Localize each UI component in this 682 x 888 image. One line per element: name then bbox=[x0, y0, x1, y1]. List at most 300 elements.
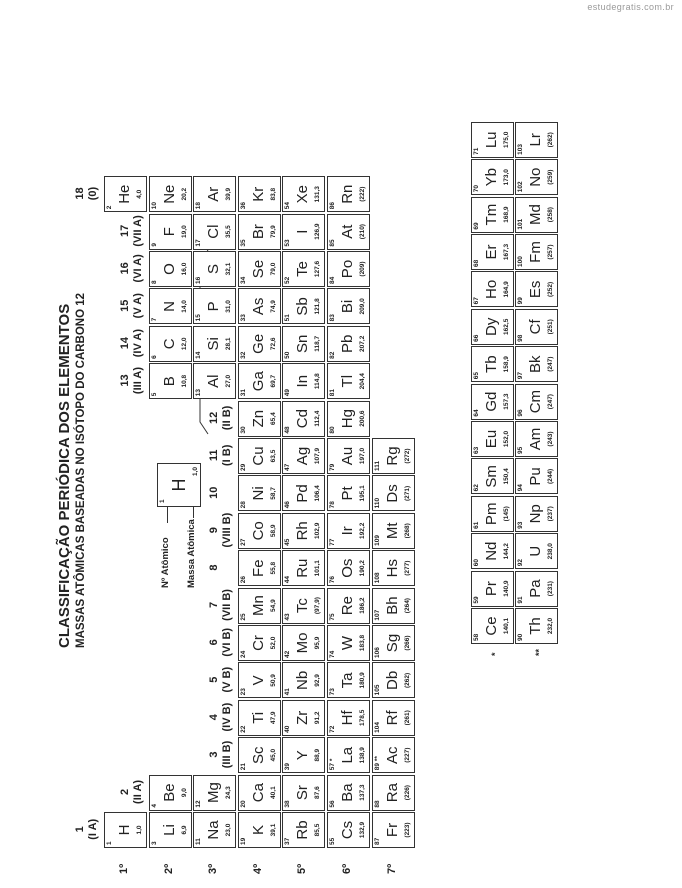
element-symbol: Md bbox=[527, 204, 544, 226]
atomic-mass: (262) bbox=[547, 132, 554, 148]
element-cell-Cf bbox=[515, 309, 558, 345]
element-cell-Ar bbox=[193, 176, 236, 212]
element-symbol: Os bbox=[339, 558, 356, 578]
lanthanide-marker: * bbox=[490, 652, 500, 656]
atomic-mass: 209,0 bbox=[359, 298, 366, 315]
atomic-mass: 87,6 bbox=[314, 786, 322, 799]
atomic-number: 93 bbox=[517, 521, 524, 529]
atomic-number: 21 bbox=[239, 762, 247, 771]
atomic-number: 100 bbox=[517, 256, 524, 267]
element-cell-In bbox=[282, 363, 325, 399]
atomic-number: 46 bbox=[284, 501, 292, 509]
group-label-1 bbox=[74, 805, 100, 854]
atomic-number: 5 bbox=[150, 392, 158, 397]
element-symbol: Pu bbox=[527, 467, 544, 486]
group-roman: (VI B) bbox=[220, 627, 233, 657]
atomic-number: 49 bbox=[284, 388, 292, 397]
element-symbol: Hs bbox=[383, 559, 401, 578]
atomic-number: 16 bbox=[195, 276, 203, 284]
atomic-number: 67 bbox=[473, 297, 480, 305]
atomic-number: 9 bbox=[150, 242, 158, 247]
atomic-mass: 152,0 bbox=[503, 430, 510, 448]
atomic-number: 56 bbox=[329, 800, 336, 808]
atomic-number: 40 bbox=[284, 725, 292, 733]
element-symbol: Re bbox=[339, 596, 356, 616]
element-cell-Es bbox=[515, 271, 558, 307]
atomic-mass: (277) bbox=[403, 560, 411, 576]
atomic-mass: 28,1 bbox=[225, 337, 233, 351]
group-number: 9 bbox=[207, 527, 220, 534]
legend-arrow-atomic-number bbox=[167, 507, 168, 523]
period-label-7: 7º bbox=[385, 863, 398, 874]
element-cell-Tm bbox=[471, 197, 514, 233]
atomic-number: 82 bbox=[329, 351, 336, 359]
element-symbol: Nb bbox=[294, 670, 312, 690]
element-symbol: Ba bbox=[339, 783, 356, 802]
element-symbol: At bbox=[339, 224, 356, 239]
element-symbol: Po bbox=[339, 259, 356, 279]
element-cell-N bbox=[149, 288, 192, 324]
element-cell-Lr bbox=[515, 122, 558, 158]
element-symbol: No bbox=[527, 167, 544, 187]
element-cell-Am bbox=[515, 421, 558, 457]
element-symbol: Es bbox=[527, 280, 544, 299]
atomic-number: 15 bbox=[195, 314, 203, 322]
element-cell-Sr bbox=[282, 775, 325, 811]
element-symbol: Sc bbox=[249, 746, 267, 764]
atomic-number: 55 bbox=[329, 837, 336, 845]
group-label-12 bbox=[208, 393, 234, 442]
atomic-number: 50 bbox=[284, 351, 292, 359]
atomic-number: 47 bbox=[284, 463, 292, 471]
atomic-number: 98 bbox=[517, 334, 524, 342]
atomic-number: 54 bbox=[284, 201, 292, 210]
atomic-number: 75 bbox=[329, 613, 336, 621]
actinide-marker: ** bbox=[534, 648, 544, 656]
element-symbol: K bbox=[249, 825, 267, 836]
atomic-mass: 192,2 bbox=[359, 522, 366, 539]
element-symbol: Sr bbox=[294, 785, 312, 801]
atomic-number: 7 bbox=[150, 317, 158, 322]
element-cell-Rh bbox=[282, 513, 325, 549]
atomic-number: 53 bbox=[284, 239, 292, 247]
watermark: estudegratis.com.br bbox=[587, 2, 674, 12]
element-symbol: W bbox=[339, 635, 356, 651]
atomic-mass: 85,5 bbox=[314, 823, 322, 837]
element-cell-He bbox=[104, 176, 147, 212]
group-roman: (VII A) bbox=[131, 215, 144, 247]
atomic-number: 73 bbox=[329, 688, 336, 696]
element-cell-Pb bbox=[327, 326, 370, 362]
atomic-mass: 186,2 bbox=[359, 597, 366, 614]
element-symbol: Ca bbox=[249, 783, 267, 803]
element-cell-Pr bbox=[471, 571, 514, 607]
element-symbol: Lu bbox=[483, 131, 500, 149]
atomic-mass: 132,9 bbox=[359, 821, 366, 839]
legend-arrow-atomic-mass bbox=[193, 507, 194, 518]
element-symbol: Fm bbox=[527, 241, 544, 263]
atomic-mass: 107,9 bbox=[314, 447, 322, 465]
atomic-number: 92 bbox=[517, 558, 524, 567]
atomic-mass: (222) bbox=[359, 186, 366, 202]
atomic-number: 81 bbox=[329, 388, 336, 397]
atomic-number: 80 bbox=[329, 426, 336, 434]
group-number: 1 bbox=[74, 826, 86, 833]
element-cell-Cs bbox=[327, 812, 370, 848]
element-symbol: Cd bbox=[294, 409, 312, 429]
element-cell-Al bbox=[193, 363, 236, 399]
element-cell-Ir bbox=[327, 513, 370, 549]
element-symbol: As bbox=[249, 297, 267, 316]
atomic-mass: 55,8 bbox=[269, 561, 277, 575]
atomic-mass: (258) bbox=[547, 207, 554, 223]
element-symbol: Si bbox=[205, 337, 223, 351]
element-cell-Fe bbox=[238, 550, 281, 586]
element-cell-Pm bbox=[471, 496, 514, 532]
atomic-mass: (264) bbox=[403, 598, 411, 614]
element-cell-K bbox=[238, 812, 281, 848]
atomic-mass: 45,0 bbox=[269, 748, 277, 762]
atomic-number: 60 bbox=[473, 558, 480, 567]
legend-sample-cell bbox=[157, 463, 201, 507]
atomic-mass: 23,0 bbox=[225, 823, 233, 837]
atomic-mass: 92,9 bbox=[314, 674, 322, 687]
element-cell-C bbox=[149, 326, 192, 362]
element-symbol: Li bbox=[160, 824, 178, 836]
element-symbol: He bbox=[116, 184, 133, 204]
atomic-number: 104 bbox=[373, 721, 381, 733]
element-cell-Sc bbox=[238, 737, 281, 773]
atomic-number: 17 bbox=[195, 239, 203, 247]
atomic-mass: 52,0 bbox=[269, 636, 277, 650]
element-symbol: U bbox=[527, 545, 544, 557]
element-cell-Bh bbox=[372, 588, 415, 624]
element-cell-Ga bbox=[238, 363, 281, 399]
element-symbol: V bbox=[249, 675, 267, 686]
element-symbol: Sn bbox=[294, 334, 312, 353]
element-symbol: Am bbox=[527, 427, 544, 451]
element-cell-Ne bbox=[149, 176, 192, 212]
element-symbol: Ni bbox=[249, 486, 267, 501]
atomic-mass: 63,5 bbox=[269, 449, 277, 463]
atomic-number: 41 bbox=[284, 688, 292, 696]
element-symbol: Cr bbox=[249, 635, 267, 651]
element-cell-Ta bbox=[327, 662, 370, 698]
atomic-mass: 24,3 bbox=[225, 786, 233, 799]
element-symbol: B bbox=[160, 376, 178, 387]
atomic-number: 96 bbox=[517, 409, 524, 417]
element-cell-Rb bbox=[282, 812, 325, 848]
atomic-number: 31 bbox=[239, 388, 247, 397]
element-cell-V bbox=[238, 662, 281, 698]
atomic-number: 88 bbox=[373, 800, 381, 808]
atomic-mass: 131,3 bbox=[314, 186, 322, 203]
atomic-mass: 144,2 bbox=[503, 543, 510, 560]
element-symbol: Tb bbox=[483, 355, 500, 373]
atomic-mass: 39,9 bbox=[225, 187, 233, 201]
atomic-mass: 102,9 bbox=[314, 522, 322, 539]
atomic-number: 97 bbox=[517, 371, 524, 380]
atomic-number: 1 bbox=[106, 841, 113, 845]
atomic-mass: (259) bbox=[547, 169, 554, 185]
element-cell-H bbox=[104, 812, 147, 848]
element-symbol: Kr bbox=[249, 186, 267, 202]
group-number: 16 bbox=[118, 262, 131, 275]
group-label-2 bbox=[119, 767, 145, 816]
element-cell-Pa bbox=[515, 571, 558, 607]
element-cell-Cl bbox=[193, 214, 236, 250]
atomic-mass: 9,0 bbox=[180, 788, 188, 798]
atomic-number: 6 bbox=[150, 355, 158, 359]
atomic-number: 4 bbox=[150, 803, 158, 808]
atomic-mass: 27,0 bbox=[225, 374, 233, 388]
atomic-mass: 14,0 bbox=[180, 300, 188, 313]
atomic-number: 63 bbox=[473, 446, 480, 454]
element-symbol: Nd bbox=[483, 541, 500, 561]
atomic-number: 83 bbox=[329, 314, 336, 322]
group-roman: (I B) bbox=[220, 444, 233, 466]
atomic-mass: (145) bbox=[503, 506, 510, 522]
atomic-mass: 50,9 bbox=[269, 674, 277, 687]
element-cell-Gd bbox=[471, 384, 514, 420]
atomic-mass: 204,4 bbox=[359, 373, 366, 390]
element-symbol: Rg bbox=[383, 446, 401, 466]
element-symbol: Np bbox=[527, 504, 544, 524]
element-symbol: Pb bbox=[339, 334, 356, 353]
atomic-number: 107 bbox=[373, 609, 381, 621]
group-roman: (0) bbox=[87, 186, 99, 201]
group-number: 18 bbox=[74, 187, 86, 200]
atomic-mass: 58,7 bbox=[269, 487, 277, 500]
atomic-number: 62 bbox=[473, 484, 480, 492]
element-symbol: Rf bbox=[383, 710, 401, 726]
element-cell-Na bbox=[193, 812, 236, 848]
element-symbol: La bbox=[339, 746, 356, 764]
atomic-number: 95 bbox=[517, 446, 524, 454]
atomic-number: 32 bbox=[239, 351, 247, 359]
legend-atomic-number: 1 bbox=[159, 499, 166, 503]
atomic-mass: 10,8 bbox=[180, 374, 188, 388]
atomic-number: 42 bbox=[284, 650, 292, 658]
element-symbol: Bi bbox=[339, 299, 356, 314]
group-roman: (V B) bbox=[220, 666, 233, 693]
element-cell-Si bbox=[193, 326, 236, 362]
atomic-number: 45 bbox=[284, 538, 292, 546]
element-symbol: Tm bbox=[483, 203, 500, 226]
atomic-number: 70 bbox=[473, 184, 480, 193]
element-symbol: Pr bbox=[483, 581, 500, 597]
element-cell-Rn bbox=[327, 176, 370, 212]
element-symbol: Ds bbox=[383, 484, 401, 503]
element-cell-Te bbox=[282, 251, 325, 287]
element-cell-Lu bbox=[471, 122, 514, 158]
atomic-mass: 138,9 bbox=[359, 747, 366, 764]
atomic-mass: 168,9 bbox=[503, 206, 510, 223]
element-symbol: Ho bbox=[483, 279, 500, 299]
atomic-mass: (257) bbox=[547, 244, 554, 260]
atomic-number: 103 bbox=[517, 143, 524, 155]
element-cell-Pu bbox=[515, 458, 558, 494]
element-cell-Tl bbox=[327, 363, 370, 399]
element-cell-Dy bbox=[471, 309, 514, 345]
atomic-mass: (272) bbox=[403, 448, 411, 464]
atomic-mass: (231) bbox=[547, 581, 554, 597]
atomic-mass: 150,4 bbox=[503, 468, 510, 485]
atomic-number: 78 bbox=[329, 501, 336, 509]
atomic-mass: (226) bbox=[403, 785, 411, 801]
element-symbol: Rn bbox=[339, 184, 356, 204]
atomic-mass: (227) bbox=[403, 747, 411, 763]
atomic-number: 10 bbox=[150, 201, 158, 210]
element-cell-Yb bbox=[471, 159, 514, 195]
element-cell-Mn bbox=[238, 588, 281, 624]
atomic-mass: 197,0 bbox=[359, 447, 366, 465]
atomic-mass: 137,3 bbox=[359, 784, 366, 801]
atomic-number: 25 bbox=[239, 613, 247, 621]
atomic-number: 106 bbox=[373, 647, 381, 658]
group-roman: (IV A) bbox=[131, 328, 144, 358]
atomic-number: 101 bbox=[517, 218, 524, 230]
atomic-number: 19 bbox=[239, 837, 247, 845]
element-symbol: Ga bbox=[249, 371, 267, 392]
atomic-mass: (271) bbox=[403, 485, 411, 501]
element-symbol: Mo bbox=[294, 632, 312, 654]
atomic-mass: (251) bbox=[547, 319, 554, 335]
atomic-number: 76 bbox=[329, 575, 336, 584]
atomic-mass: 175,0 bbox=[503, 131, 510, 148]
element-symbol: Lr bbox=[527, 133, 544, 147]
atomic-number: 68 bbox=[473, 259, 480, 267]
element-symbol: Rh bbox=[294, 521, 312, 541]
element-cell-Pt bbox=[327, 475, 370, 511]
element-symbol: Cf bbox=[527, 319, 544, 335]
atomic-mass: 158,9 bbox=[503, 356, 510, 373]
atomic-mass: 140,9 bbox=[503, 580, 510, 597]
atomic-mass: 101,1 bbox=[314, 560, 322, 577]
element-cell-Np bbox=[515, 496, 558, 532]
element-symbol: Zn bbox=[249, 409, 267, 428]
element-cell-At bbox=[327, 214, 370, 250]
element-symbol: F bbox=[160, 227, 178, 237]
element-cell-Tc bbox=[282, 588, 325, 624]
atomic-number: 65 bbox=[473, 371, 480, 380]
atomic-number: 26 bbox=[239, 575, 247, 584]
atomic-mass: 32,1 bbox=[225, 262, 233, 276]
atomic-mass: 200,6 bbox=[359, 410, 366, 427]
atomic-number: 37 bbox=[284, 837, 292, 845]
element-cell-Nd bbox=[471, 533, 514, 569]
atomic-number: 91 bbox=[517, 596, 524, 604]
atomic-mass: (97,9) bbox=[314, 597, 322, 615]
atomic-mass: 58,9 bbox=[269, 524, 277, 538]
element-cell-Co bbox=[238, 513, 281, 549]
period-label-2: 2º bbox=[162, 863, 175, 874]
element-cell-Ag bbox=[282, 438, 325, 474]
atomic-mass: 20,2 bbox=[180, 187, 188, 201]
element-symbol: Sm bbox=[483, 465, 500, 488]
atomic-mass: 157,3 bbox=[503, 393, 510, 410]
group-number: 2 bbox=[118, 788, 131, 795]
atomic-number: 24 bbox=[239, 650, 247, 658]
atomic-number: 108 bbox=[373, 572, 381, 584]
atomic-mass: 12,0 bbox=[180, 337, 188, 351]
element-symbol: C bbox=[160, 338, 178, 350]
group-roman: (VIII B) bbox=[220, 512, 233, 548]
element-symbol: Ra bbox=[383, 783, 401, 803]
element-cell-Os bbox=[327, 550, 370, 586]
element-symbol: Pa bbox=[527, 579, 544, 598]
element-cell-Ce bbox=[471, 608, 514, 644]
atomic-mass: 118,7 bbox=[314, 335, 322, 352]
element-cell-Rg bbox=[372, 438, 415, 474]
group-roman: (II B) bbox=[220, 405, 233, 431]
element-symbol: Be bbox=[160, 783, 178, 802]
element-cell-B bbox=[149, 363, 192, 399]
atomic-mass: (261) bbox=[403, 710, 411, 726]
group-roman: (IV B) bbox=[220, 702, 233, 732]
atomic-mass: (244) bbox=[547, 468, 554, 484]
element-cell-Mo bbox=[282, 625, 325, 661]
element-symbol: Tc bbox=[294, 598, 312, 614]
group-roman: (I A) bbox=[87, 818, 99, 840]
element-symbol: Gd bbox=[483, 391, 500, 412]
element-symbol: Ar bbox=[205, 186, 223, 202]
element-symbol: Pm bbox=[483, 502, 500, 526]
element-cell-U bbox=[515, 533, 558, 569]
atomic-mass: (262) bbox=[403, 672, 411, 688]
page-subtitle: MASSAS ATÔMICAS BASEADAS NO ISÓTOPO DO CARBONO 12 bbox=[75, 292, 87, 648]
atomic-mass: 114,8 bbox=[314, 373, 322, 390]
element-cell-Mt bbox=[372, 513, 415, 549]
legend-atomic-mass-label: Massa Atômica bbox=[186, 519, 197, 588]
atomic-number: 89 ** bbox=[373, 756, 381, 771]
element-symbol: Ac bbox=[383, 746, 401, 764]
period-label-1: 1º bbox=[118, 863, 130, 874]
element-cell-Tb bbox=[471, 346, 514, 382]
group-number: 4 bbox=[207, 714, 220, 721]
element-symbol: Hg bbox=[339, 409, 356, 429]
legend-symbol: H bbox=[169, 478, 189, 492]
element-cell-Db bbox=[372, 662, 415, 698]
element-cell-Ge bbox=[238, 326, 281, 362]
element-symbol: Al bbox=[205, 374, 223, 388]
atomic-number: 20 bbox=[239, 800, 247, 808]
element-cell-Sg bbox=[372, 625, 415, 661]
atomic-number: 110 bbox=[373, 497, 381, 509]
atomic-mass: (237) bbox=[547, 506, 554, 522]
group-label-17 bbox=[119, 206, 145, 255]
atomic-number: 48 bbox=[284, 426, 292, 434]
element-symbol: Ta bbox=[339, 672, 356, 689]
legend-atomic-number-label: Nº Atômico bbox=[160, 537, 171, 588]
atomic-mass: 74,9 bbox=[269, 300, 277, 313]
atomic-number: 43 bbox=[284, 613, 292, 621]
element-cell-Pd bbox=[282, 475, 325, 511]
group-number: 17 bbox=[118, 224, 131, 238]
group-number: 14 bbox=[118, 337, 131, 350]
atomic-number: 94 bbox=[517, 484, 524, 492]
element-cell-F bbox=[149, 214, 192, 250]
element-cell-Rf bbox=[372, 700, 415, 736]
atomic-mass: 39,1 bbox=[269, 823, 277, 837]
atomic-number: 86 bbox=[329, 201, 336, 210]
atomic-number: 36 bbox=[239, 201, 247, 210]
atomic-number: 84 bbox=[329, 276, 336, 284]
element-symbol: P bbox=[205, 301, 223, 312]
atomic-number: 66 bbox=[473, 334, 480, 342]
element-symbol: Mg bbox=[205, 782, 223, 804]
element-symbol: Bk bbox=[527, 355, 544, 373]
